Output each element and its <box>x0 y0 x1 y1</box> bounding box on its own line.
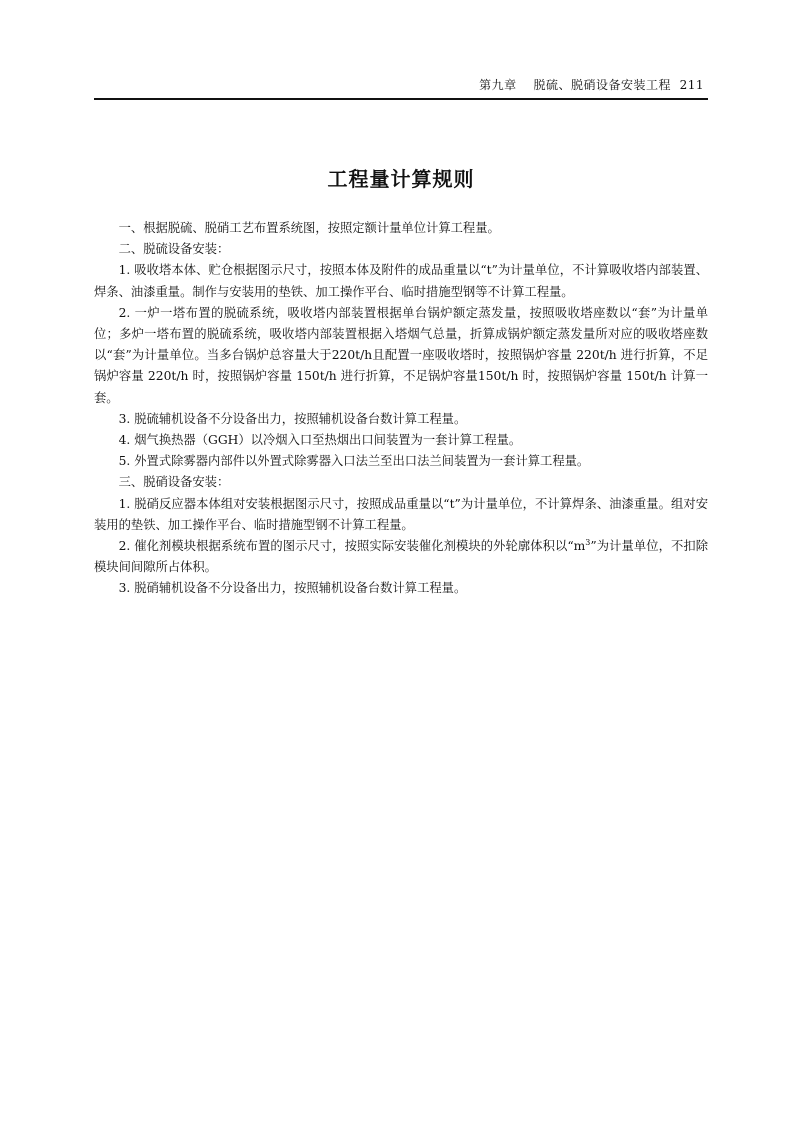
section-heading: 三、脱硝设备安装： <box>118 475 230 490</box>
page-title: 工程量计算规则 <box>327 167 475 191</box>
paragraph-part: 2. 催化剂模块根据系统布置的图示尺寸，按照实际安装催化剂模块的外轮廓体积以“m <box>118 539 586 554</box>
paragraph: 3. 脱硝辅机设备不分设备出力，按照辅机设备台数计算工程量。 <box>118 581 467 596</box>
body-text <box>94 218 708 600</box>
chapter-title: 第九章 脱硫、脱硝设备安装工程 <box>479 78 671 92</box>
superscript: 3 <box>585 537 591 547</box>
running-header <box>94 76 704 93</box>
paragraph: 1. 脱硝反应器本体组对安装根据图示尺寸，按照成品重量以“t”为计量单位，不计算焊条、油漆重量。组对安装用的垫铁、加工操作平台、临时措施型钢不计算工程量。 <box>94 496 708 532</box>
paragraph: 2. 一炉一塔布置的脱硫系统，吸收塔内部装置根据单台锅炉额定蒸发量，按照吸收塔座数以“套”为计量单位；多炉一塔布置的脱硫系统，吸收塔内部装置根据入塔烟气总量，折算成锅炉额定蒸发量所对应的吸收塔座数以“套”为计量单位。当多台锅炉总容量大于220t/h且配置一座吸收塔时，按照锅炉容量 220t/h 进行折算，不足锅炉容量 220t/h 时，按照锅炉容量 150t/h 进行折算，不足锅炉容量150t/h 时，按照锅炉容量 150t/h 计算一套。 <box>94 305 708 405</box>
paragraph: 1. 吸收塔本体、贮仓根据图示尺寸，按照本体及附件的成品重量以“t”为计量单位，不计算吸收塔内部装置、焊条、油漆重量。制作与安装用的垫铁、加工操作平台、临时措施型钢等不计算工程量。 <box>94 263 708 299</box>
paragraph: 4. 烟气换热器（GGH）以冷烟入口至热烟出口间装置为一套计算工程量。 <box>118 433 522 448</box>
section-heading: 二、脱硫设备安装： <box>118 242 230 257</box>
paragraph: 一、根据脱硫、脱硝工艺布置系统图，按照定额计量单位计算工程量。 <box>118 221 500 235</box>
header-rule <box>94 98 708 100</box>
paragraph-part: ”为计量单位，不扣除模块间间隙所占体积。 <box>94 539 708 575</box>
paragraph <box>94 536 708 578</box>
paragraph: 3. 脱硫辅机设备不分设备出力，按照辅机设备台数计算工程量。 <box>118 411 467 426</box>
page-number: 211 <box>679 78 704 92</box>
paragraph: 5. 外置式除雾器内部件以外置式除雾器入口法兰至出口法兰间装置为一套计算工程量。 <box>118 454 590 469</box>
